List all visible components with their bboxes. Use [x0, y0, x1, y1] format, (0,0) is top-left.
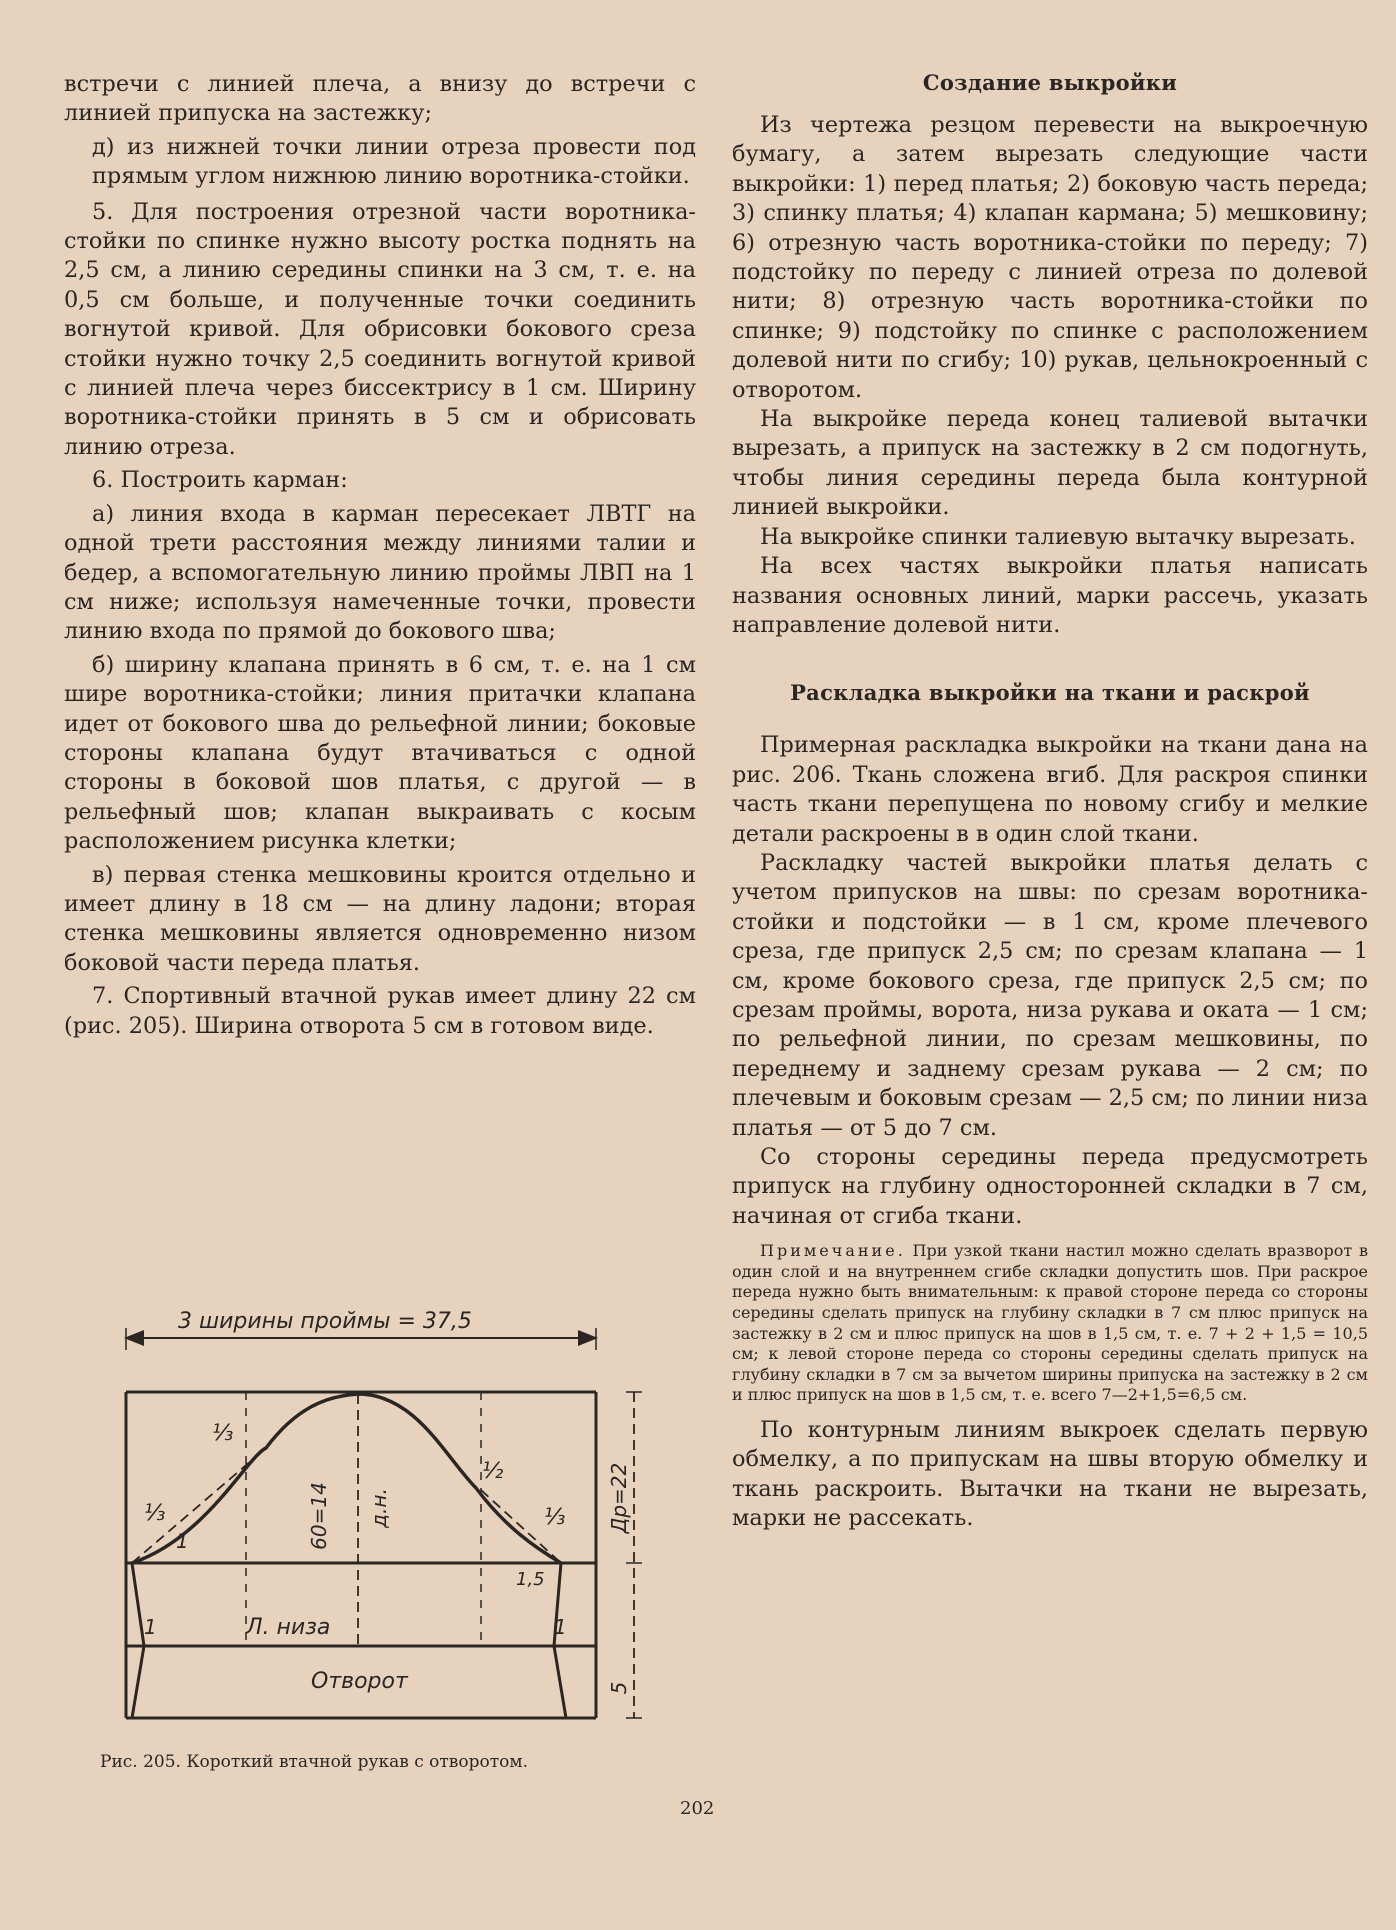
note-lead: Примечание.: [760, 1241, 906, 1261]
paragraph: Со стороны середины переда предусмотреть припуск на глубину односторонней складки в 7 см, начиная от сгиба ткани.: [732, 1144, 1368, 1229]
sleeve-pattern-diagram: [96, 1298, 656, 1738]
paragraph: 5. Для построения отрезной части воротника-стойки по спинке нужно высоту ростка поднять на 2,5 см, а линию середины спинки на 3 см, т. е. на 0,5 см больше, и полученные точки соединить вогнутой кривой. Для обрисовки бокового среза стойки нужно точку 2,5 соединить вогнутой кривой с линией плеча через биссектрису в 1 см. Ширину воротника-стойки принять в 5 см и обрисовать линию отреза.: [64, 198, 696, 460]
hem-line-label: Л. низа: [246, 1615, 331, 1640]
number-label: 1: [144, 1615, 157, 1639]
cuff-label: Отворот: [311, 1669, 408, 1694]
note: [732, 1241, 1368, 1406]
paragraph: д) из нижней точки линии отреза провести под прямым углом нижнюю линию воротника-стойки.: [92, 133, 696, 190]
right-dimension-label: Др=22: [607, 1462, 631, 1534]
fraction-label: ½: [482, 1459, 504, 1484]
figure-caption: Рис. 205. Короткий втачной рукав с отворотом.: [100, 1752, 528, 1772]
dn-label: д.н.: [367, 1488, 391, 1528]
note-text: При узкой ткани настил можно сделать вразворот в один слой и на внутреннем сгибе складки допустить шов. При раскрое переда нужно быть внимательным: к правой стороне переда со стороны середины сделать припуск на глубину складки в 7 см плюс припуск на застежку в 2 см и плюс припуск на шов в 1,5 см, т. е. 7 + 2 + 1,5 = 10,5 см; к левой стороне переда со стороны середины сделать припуск на глубину складки в 7 см за вычетом ширины припуска на застежку в 2 см и плюс припуск на шов в 1,5 см, т. е. всего 7—2+1,5=6,5 см.: [732, 1241, 1368, 1405]
top-dimension-label: 3 ширины проймы = 37,5: [178, 1309, 472, 1334]
paragraph: 7. Спортивный втачной рукав имеет длину 22 см (рис. 205). Ширина отворота 5 см в готовом виде.: [64, 983, 696, 1039]
number-label: 1: [554, 1615, 567, 1639]
paragraph: На выкройке спинки талиевую вытачку вырезать.: [760, 523, 1356, 550]
number-label: 1,5: [516, 1569, 545, 1590]
fraction-label: ⅓: [144, 1501, 166, 1526]
left-column: [64, 70, 696, 1041]
section-heading: Раскладка выкройки на ткани и раскрой: [790, 680, 1310, 706]
paragraph: По контурным линиям выкроек сделать первую обмелку, а по припускам на швы вторую обмелку и ткань раскроить. Вытачки на ткани не вырезать, марки не рассекать.: [732, 1416, 1368, 1532]
paragraph: На всех частях выкройки платья написать названия основных линий, марки рассечь, указать направление долевой нити.: [732, 553, 1368, 638]
paragraph: 6. Построить карман:: [92, 467, 348, 494]
fraction-label: ⅓: [212, 1421, 234, 1446]
fraction-label: ⅓: [544, 1505, 566, 1530]
paragraph: Из чертежа резцом перевести на выкроечную бумагу, а затем вырезать следующие части выкройки: 1) перед платья; 2) боковую часть переда; 3) спинку платья; 4) клапан кармана; 5) мешковину; 6) отрезную часть воротника-стойки по переду; 7) подстойку по переду с линией отреза по долевой нити; 8) отрезную часть воротника-стойки по спинке; 9) подстойку по спинке с расположением долевой нити по сгибу; 10) рукав, цельнокроенный с отворотом.: [732, 112, 1368, 403]
bottom-dimension-label: 5: [607, 1681, 631, 1695]
section-heading: Создание выкройки: [922, 70, 1178, 95]
paragraph: Примерная раскладка выкройки на ткани дана на рис. 206. Ткань сложена вгиб. Для раскроя спинки часть ткани перепущена по новому сгибу и мелкие детали раскроены в в один слой ткани.: [732, 732, 1368, 847]
height-label: 60=14: [307, 1482, 331, 1550]
number-label: 1: [176, 1529, 189, 1553]
paragraph: в) первая стенка мешковины кроится отдельно и имеет длину в 18 см — на длину ладони; вторая стенка мешковины является одновременно низом боковой части переда платья.: [64, 861, 696, 976]
paragraph: Раскладку частей выкройки платья делать с учетом припусков на швы: по срезам воротника-стойки и подстойки — в 1 см, кроме плечевого среза, где припуск 2,5 см; по срезам клапана — 1 см, кроме бокового среза, где припуск 2,5 см; по срезам проймы, ворота, низа рукава и оката — 1 см; по рельефной линии, по срезам мешковины, по переднему и заднему срезам рукава — 2 см; по плечевым и боковым срезам — 2,5 см; по линии низа платья — от 5 до 7 см.: [732, 849, 1368, 1141]
paragraph: б) ширину клапана принять в 6 см, т. е. на 1 см шире воротника-стойки; линия притачки клапана идет от бокового шва до рельефной линии; боковые стороны клапана будут втачиваться с одной стороны в боковой шов платья, с другой — в рельефный шов; клапан выкраивать с косым расположением рисунка клетки;: [64, 651, 696, 855]
page-number: 202: [680, 1798, 715, 1819]
paragraph: На выкройке переда конец талиевой вытачки вырезать, а припуск на застежку в 2 см подогнуть, чтобы линия середины переда была контурной линией выкройки.: [732, 406, 1368, 521]
right-column: [732, 70, 1368, 1534]
paragraph: а) линия входа в карман пересекает ЛВТГ на одной трети расстояния между линиями талии и бедер, а вспомогательную линию проймы ЛВП на 1 см ниже; используя намеченные точки, провести линию входа по прямой до бокового шва;: [64, 500, 696, 645]
paragraph: встречи с линией плеча, а внизу до встречи с линией припуска на застежку;: [64, 71, 696, 127]
